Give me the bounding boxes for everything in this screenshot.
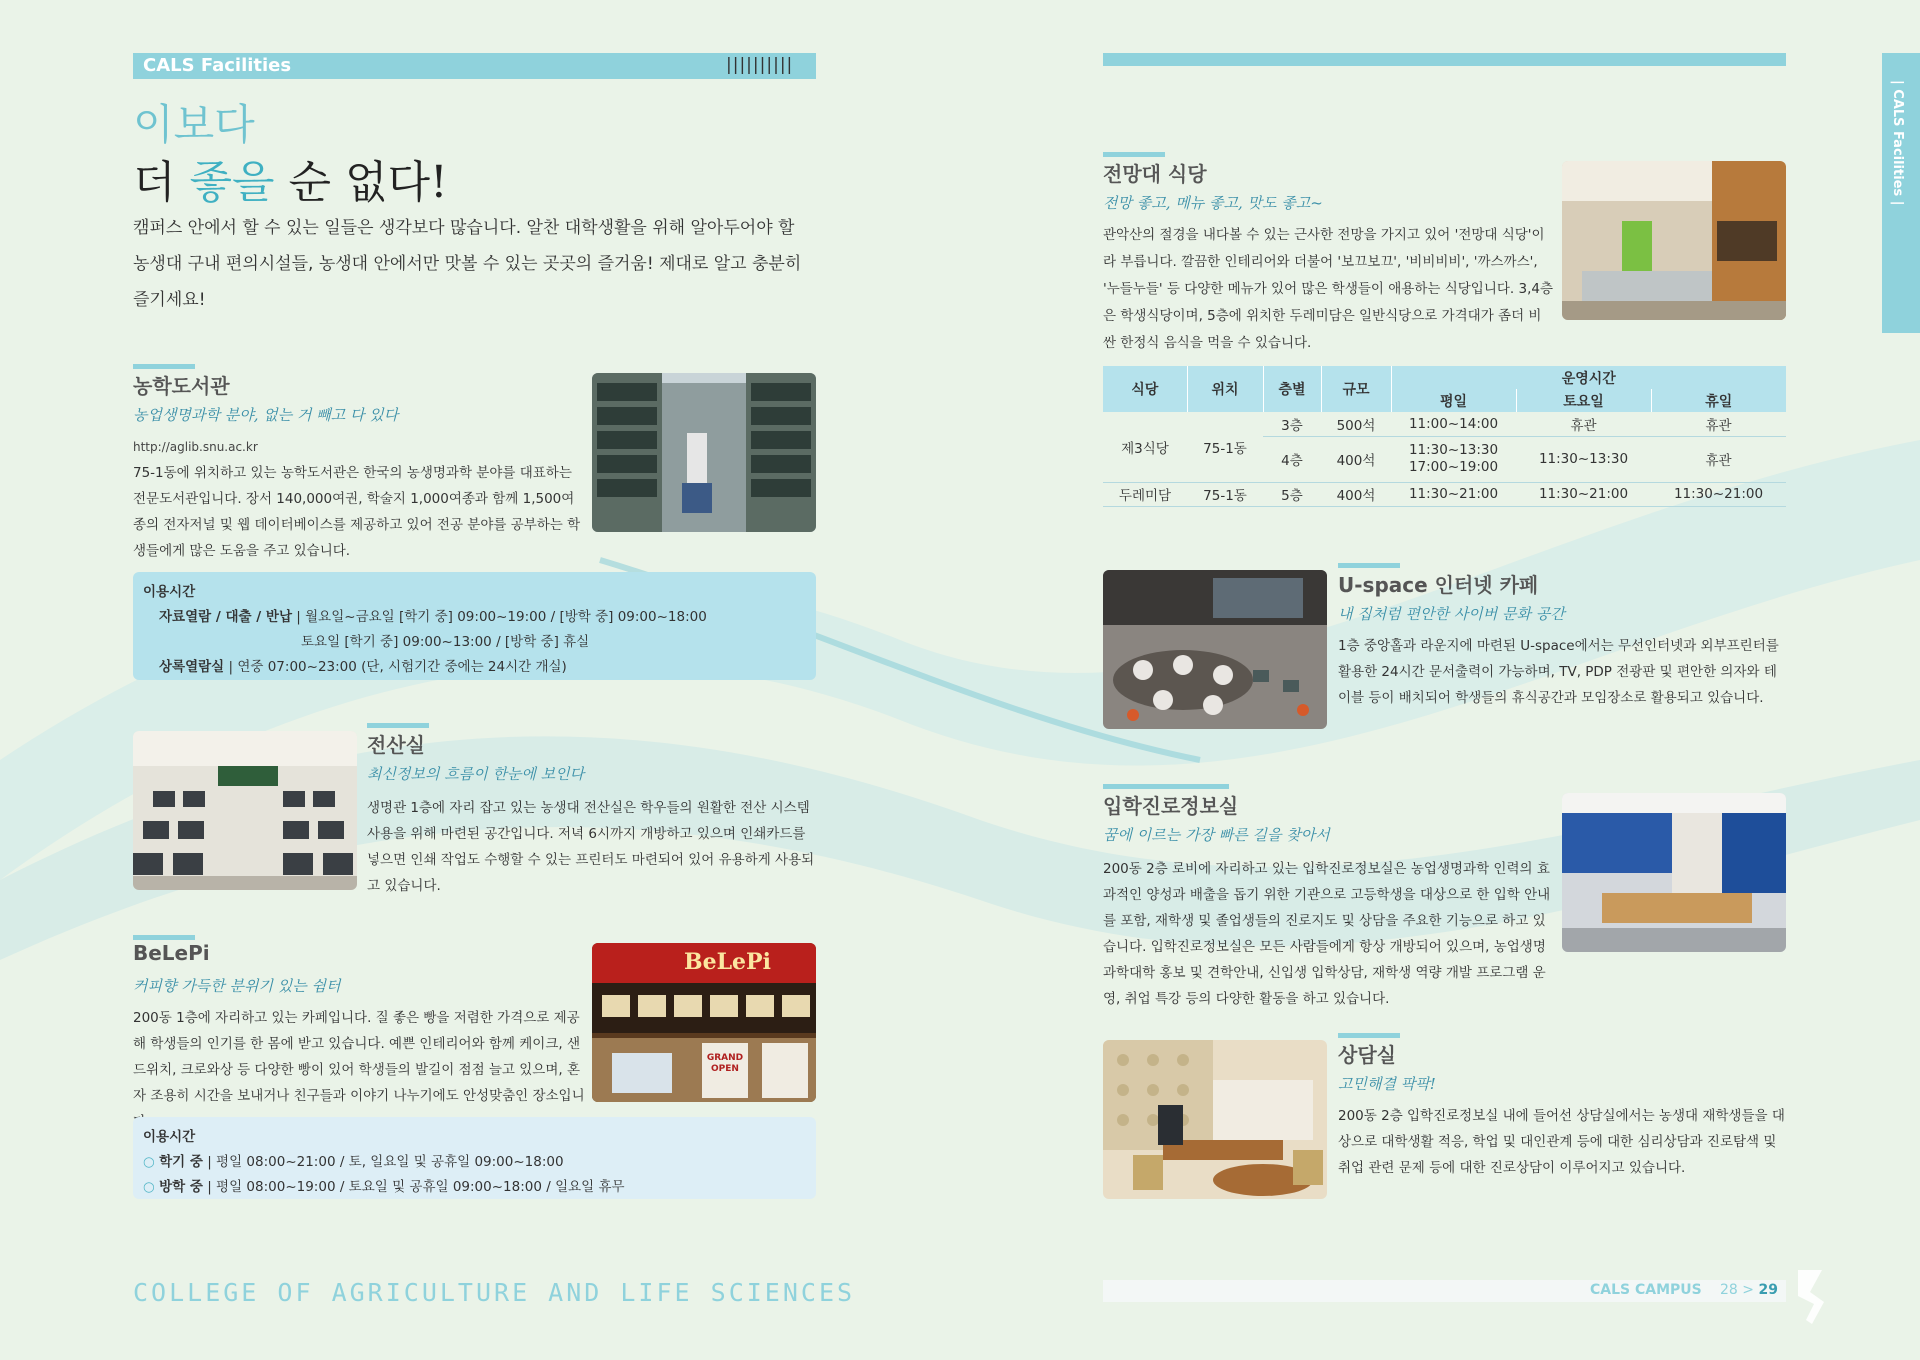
td-sat: 11:30~21:00 [1516, 482, 1651, 506]
title-pre: 더 [133, 157, 190, 208]
library-body: 75-1동에 위치하고 있는 농학도서관은 한국의 농생명과학 분야를 대표하는 전문도서관입니다. 장서 140,000여권, 학술지 1,000여종과 함께 1,500여종의 전자저널 및 웹 데이터베이스를 제공하고 있어 전공 분야를 공부하는 학생들에게 많은 도움을 주고 있습니다. [133, 465, 581, 559]
title-post: 순 없다! [274, 157, 448, 208]
library-url[interactable]: http://aglib.snu.ac.kr [133, 440, 258, 454]
th-saturday: 토요일 [1516, 389, 1651, 412]
page-number-right: 29 [1758, 1282, 1778, 1298]
computer-body: 생명관 1층에 자리 잡고 있는 농생대 전산실은 학우들의 원활한 전산 시스템 사용을 위해 마련된 공간입니다. 저녁 6시까지 개방하고 있으며 인쇄카드를 넣으면 인쇄 작업도 수행할 수 있는 프린터도 마련되어 있어 유용하게 사용되고 있습니다. [367, 800, 815, 894]
belepi-hours-line1-label: 학기 중 [159, 1154, 203, 1170]
counseling-heading: 상담실 [1338, 1043, 1396, 1067]
computer-heading-bar [367, 723, 429, 728]
belepi-hours-line1 [143, 1150, 806, 1175]
td-holiday: 휴관 [1651, 436, 1786, 482]
library-heading: 농학도서관 [133, 374, 230, 398]
th-hours: 운영시간 [1391, 366, 1786, 389]
library-tagline: 농업생명과학 분야, 없는 거 빼고 다 있다 [133, 406, 399, 424]
uspace-tagline: 내 집처럼 편안한 사이버 문화 공간 [1338, 605, 1565, 623]
belepi-tagline: 커피향 가득한 분위기 있는 쉼터 [133, 977, 341, 995]
admission-photo [1562, 793, 1786, 952]
title-highlight: 좋을 [189, 157, 275, 208]
td-weekday [1391, 436, 1516, 482]
page-title-line2 [133, 146, 448, 210]
td-floor: 5층 [1263, 482, 1321, 506]
counseling-photo [1103, 1040, 1327, 1199]
admission-body: 200동 2층 로비에 자리하고 있는 입학진로정보실은 농업생명과학 인력의 효과적인 양성과 배출을 돕기 위한 기관으로 고등학생을 대상으로 한 입학 안내를 포함, 재학생 및 졸업생들의 진로지도 및 상담을 주요한 기능으로 하고 있습니다. 입학진로정보실은 모든 사람들에게 항상 개방되어 있으며, 농업생명과학대학 홍보 및 견학안내, 신입생 입학상담, 재학생 역량 개발 프로그램 운영, 취업 특강 등의 다양한 활동을 하고 있습니다. [1103, 861, 1551, 1007]
logo-glyph-icon [1790, 1262, 1830, 1328]
belepi-photo [592, 943, 816, 1102]
td-loc: 75-1동 [1187, 412, 1263, 482]
cafeteria-hours-table [1103, 366, 1786, 507]
library-hours-line1-label: 자료열람 / 대출 / 반납 [159, 609, 292, 625]
td-floor: 3층 [1263, 412, 1321, 436]
library-hours-title: 이용시간 [143, 584, 196, 600]
library-photo [592, 373, 816, 532]
library-heading-bar [133, 364, 195, 369]
page-number-sep: > [1742, 1282, 1755, 1298]
library-hours-box [133, 572, 816, 680]
footer-campus-label: CALS CAMPUS [1590, 1282, 1702, 1298]
cafeteria-heading-bar [1103, 152, 1165, 157]
belepi-hours-line2 [143, 1175, 806, 1200]
belepi-hours-box [133, 1117, 816, 1199]
counseling-tagline: 고민해결 팍팍! [1338, 1075, 1436, 1093]
td-holiday: 11:30~21:00 [1651, 482, 1786, 506]
cafeteria-photo [1562, 161, 1786, 320]
grand-open-sign: GRAND OPEN [706, 1053, 744, 1074]
uspace-heading-bar [1338, 563, 1400, 568]
belepi-hours-line2-label: 방학 중 [159, 1179, 203, 1195]
library-hours-line1 [143, 605, 806, 630]
td-weekday: 11:30~21:00 [1391, 482, 1516, 506]
uspace-photo [1103, 570, 1327, 729]
library-hours-line2: 토요일 [학기 중] 09:00~13:00 / [방학 중] 휴실 [301, 634, 590, 650]
td-size: 400석 [1321, 436, 1391, 482]
th-floor: 층별 [1263, 366, 1321, 412]
computer-tagline: 최신정보의 흐름이 한눈에 보인다 [367, 765, 585, 783]
td-name: 제3식당 [1103, 412, 1187, 482]
td-weekday: 11:00~14:00 [1391, 412, 1516, 436]
belepi-hours-title: 이용시간 [143, 1129, 196, 1145]
td-floor: 4층 [1263, 436, 1321, 482]
td-sat: 11:30~13:30 [1516, 436, 1651, 482]
table-row [1103, 482, 1786, 506]
belepi-hours-line1-text: | 평일 08:00~21:00 / 토, 일요일 및 공휴일 09:00~18:00 [202, 1154, 564, 1170]
td-holiday: 휴관 [1651, 412, 1786, 436]
td-size: 500석 [1321, 412, 1391, 436]
admission-tagline: 꿈에 이르는 가장 빠른 길을 찾아서 [1103, 826, 1330, 844]
page-numbers [1720, 1282, 1778, 1298]
cafeteria-tagline: 전망 좋고, 메뉴 좋고, 맛도 좋고~ [1103, 194, 1323, 212]
belepi-heading-bar [133, 935, 195, 940]
admission-heading: 입학진로정보실 [1103, 794, 1239, 818]
intro-text: 캠퍼스 안에서 할 수 있는 일들은 생각보다 많습니다. 알찬 대학생활을 위해 알아두어야 할 농생대 구내 편의시설들, 농생대 안에서만 맛볼 수 있는 곳곳의 즐거움! 제대로 알고 충분히 즐기세요! [133, 218, 802, 310]
th-holiday: 휴일 [1651, 389, 1786, 412]
table-row [1103, 412, 1786, 436]
admission-heading-bar [1103, 784, 1229, 789]
page-title-line1: 이보다 [133, 100, 255, 149]
counseling-heading-bar [1338, 1033, 1400, 1038]
th-location: 위치 [1187, 366, 1263, 412]
td-loc: 75-1동 [1187, 482, 1263, 506]
th-weekday: 평일 [1391, 389, 1516, 412]
library-hours-line3 [143, 655, 806, 680]
section-tag-bars: |||||||||| [726, 55, 794, 75]
th-restaurant: 식당 [1103, 366, 1187, 412]
footer-college-name: COLLEGE OF AGRICULTURE AND LIFE SCIENCES [133, 1278, 856, 1307]
bullet-icon: ○ [143, 1179, 160, 1195]
td-weekday-1: 11:30~13:30 [1408, 442, 1499, 458]
page-number-left: 28 [1720, 1282, 1738, 1298]
library-hours-line3-text: | 연중 07:00~23:00 (단, 시험기간 중에는 24시간 개실) [224, 659, 567, 675]
uspace-heading: U-space 인터넷 카페 [1338, 573, 1539, 597]
cafeteria-body: 관악산의 절경을 내다볼 수 있는 근사한 전망을 가지고 있어 '전망대 식당'이라 부릅니다. 깔끔한 인테리어와 더불어 '보끄보끄', '비비비비', '까스까스', '누들누들' 등 다양한 메뉴가 있어 많은 학생들이 애용하는 식당입니다. 3,4층은 학생식당이며, 5층에 위치한 두레미담은 일반식당으로 가격대가 좀더 비싼 한정식 음식을 먹을 수 있습니다. [1103, 227, 1553, 351]
th-size: 규모 [1321, 366, 1391, 412]
belepi-body: 200동 1층에 자리하고 있는 카페입니다. 질 좋은 빵을 저렴한 가격으로 제공해 학생들의 인기를 한 몸에 받고 있습니다. 예쁜 인테리어와 함께 케이크, 샌드위치, 크로와상 등 다양한 빵이 있어 학생들의 발길이 점점 늘고 있으며, 혼자 조용히 시간을 보내거나 친구들과 이야기 나누기에도 안성맞춤인 장소입니 [133, 1010, 585, 1104]
belepi-heading: BeLePi [133, 941, 210, 965]
belepi-hours-line2-text: | 평일 08:00~19:00 / 토요일 및 공휴일 09:00~18:00 / 일요일 휴무 [202, 1179, 625, 1195]
td-sat: 휴관 [1516, 412, 1651, 436]
library-hours-line1-text: | 월요일~금요일 [학기 중] 09:00~19:00 / [방학 중] 09:00~18:00 [292, 609, 707, 625]
counseling-body: 200동 2층 입학진로정보실 내에 들어선 상담실에서는 농생대 재학생들을 대상으로 대학생활 적응, 학업 및 대인관계 등에 대한 심리상담과 진로탐색 및 취업 관련 문제 등에 대한 진로상담이 이루어지고 있습니다. [1338, 1108, 1785, 1176]
computer-lab-photo [133, 731, 357, 890]
side-tab-label: | CALS Facilities | [1890, 80, 1905, 206]
library-hours-line3-label: 상록열람실 [159, 659, 225, 675]
td-name: 두레미담 [1103, 482, 1187, 506]
td-size: 400석 [1321, 482, 1391, 506]
td-weekday-2: 17:00~19:00 [1408, 459, 1499, 475]
right-top-bar [1103, 53, 1786, 66]
uspace-body: 1층 중앙홀과 라운지에 마련된 U-space에서는 무선인터넷과 외부프린터를 활용한 24시간 문서출력이 가능하며, TV, PDP 전광판 및 편안한 의자와 테이블 등이 배치되어 학생들의 휴식공간과 모임장소로 활용되고 있습니다. [1338, 638, 1779, 706]
belepi-sign: BeLePi [684, 949, 771, 975]
computer-heading: 전산실 [367, 733, 425, 757]
bullet-icon: ○ [143, 1154, 160, 1170]
section-tag: CALS Facilities [143, 55, 292, 76]
cafeteria-heading: 전망대 식당 [1103, 162, 1207, 186]
